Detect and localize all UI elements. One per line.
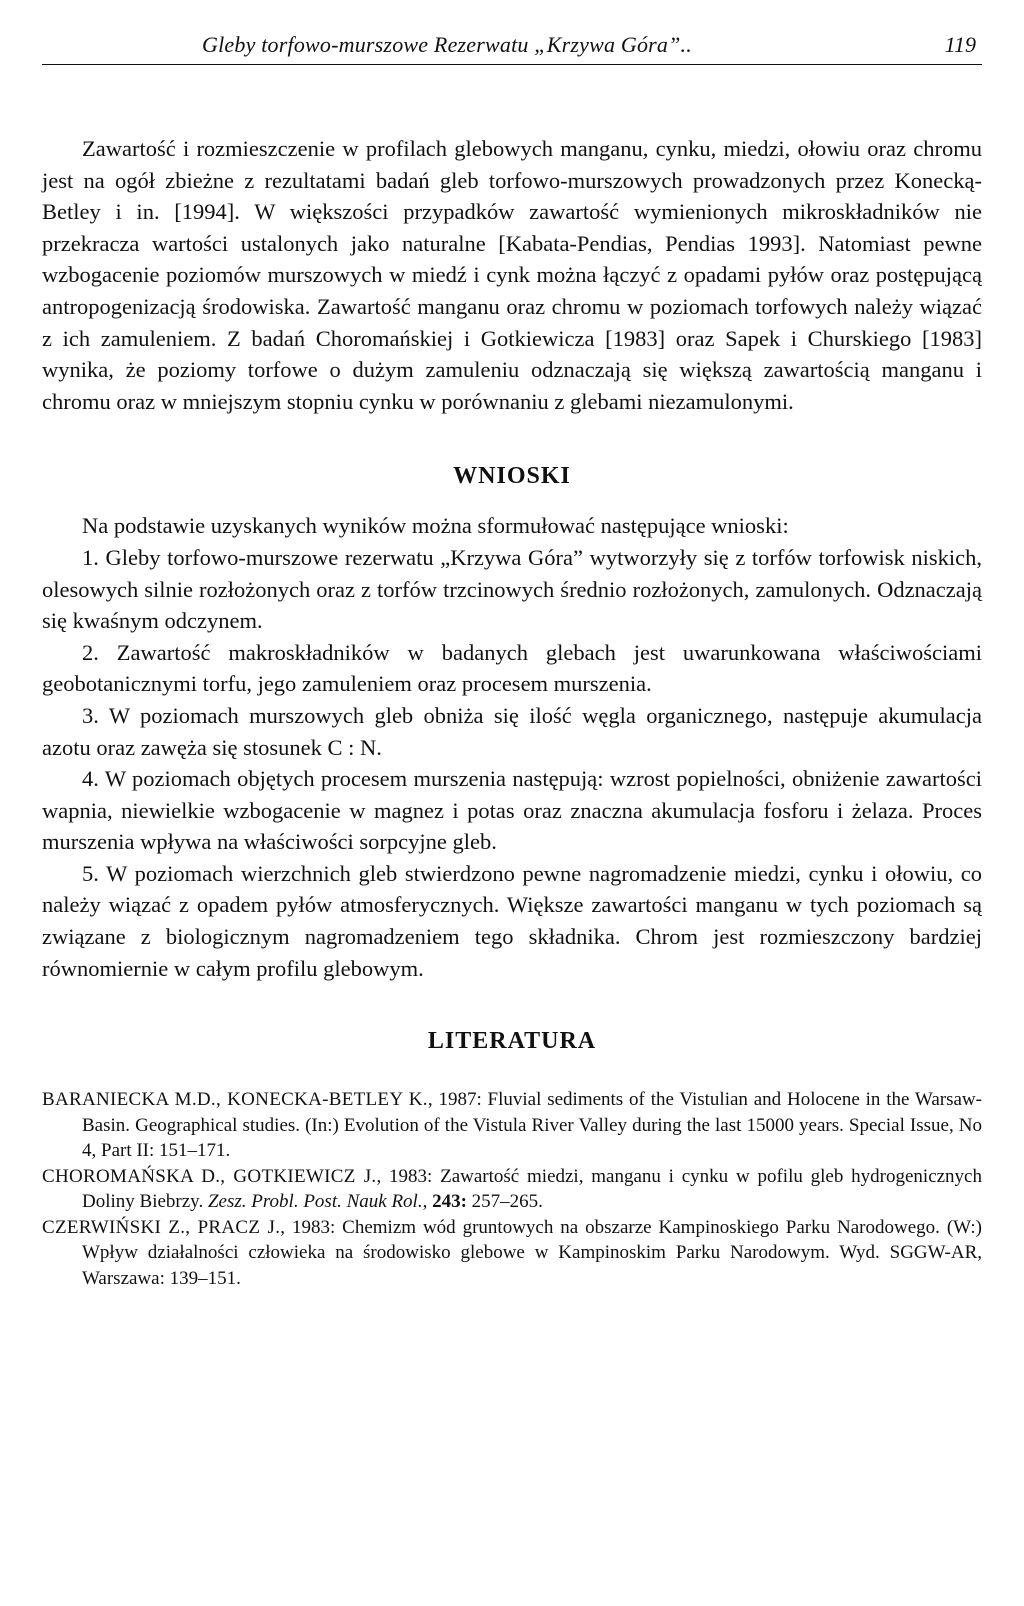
running-header (42, 28, 982, 65)
reference-item (42, 1164, 982, 1215)
body-paragraph: Zawartość i rozmieszczenie w profilach glebowych manganu, cynku, miedzi, ołowiu oraz chromu jest na ogół zbieżne z rezultatami badań gleb torfowo-murszowych prowadzonych przez Konecką-Betley i in. [1994]. W większości przypadków zawartość wymienionych mikroskładników nie przekracza wartości ustalonych jako naturalne [Kabata-Pendias, Pendias 1993]. Natomiast pewne wzbogacenie poziomów murszowych w miedź i cynk można łączyć z opadami pyłów oraz postępującą antropogenizacją środowiska. Zawartość manganu oraz chromu w poziomach torfowych należy wiązać z ich zamuleniem. Z badań Choromańskiej i Gotkiewicza [1983] oraz Sapek i Churskiego [1983] wynika, że poziomy torfowe o dużym zamuleniu odznaczają się większą zawartością manganu i chromu oraz w mniejszym stopniu cynku w porównaniu z glebami niezamulonymi. (42, 136, 982, 414)
reference-authors: BARANIECKA M.D., KONECKA-BETLEY K. (42, 1089, 428, 1111)
reference-authors: CHOROMAŃSKA D., GOTKIEWICZ J. (42, 1165, 377, 1187)
conclusion-item: 4. W poziomach objętych procesem murszenia następują: wzrost popielności, obniżenie zawartości wapnia, niewielkie wzbogacenie w magnez i potas oraz znaczna akumulacja fosforu i żelaza. Proces murszenia wpływa na właściwości sorpcyjne gleb. (42, 766, 982, 855)
reference-separator: , (422, 1191, 433, 1213)
conclusions-list (42, 510, 982, 984)
reference-pages: 257–265. (466, 1191, 543, 1213)
reference-text: , 1983: Chemizm wód gruntowych na obszarze Kampinoskiego Parku Narodowego. (W:) Wpływ działalności człowieka na środowisko glebowe w Kampinoskim Parku Narodowym. Wyd. SGGW-AR, Warszawa: 139–151. (82, 1216, 983, 1289)
reference-item (42, 1087, 982, 1164)
page-number: 119 (944, 32, 976, 57)
running-title: Gleby torfowo-murszowe Rezerwatu „Krzywa Góra”.. (202, 32, 692, 57)
reference-journal: Zesz. Probl. Post. Nauk Rol. (207, 1191, 423, 1213)
reference-volume: 243: (432, 1191, 467, 1213)
reference-authors: CZERWIŃSKI Z., PRACZ J. (42, 1216, 281, 1238)
reference-text: , 1987: Fluvial sediments of the Vistulian and Holocene in the Warsaw-Basin. Geographical studies. (In:) Evolution of the Vistula River Valley during the last 15000 years. Special Issue, No 4, Part II: 151–171. (82, 1089, 982, 1162)
conclusion-item: 2. Zawartość makroskładników w badanych glebach jest uwarunkowana właściwościami geobotanicznymi torfu, jego zamuleniem oraz procesem murszenia. (42, 639, 982, 697)
conclusions-heading: WNIOSKI (453, 463, 571, 490)
conclusion-item: 3. W poziomach murszowych gleb obniża się ilość węgla organicznego, następuje akumulacja azotu oraz zawęża się stosunek C : N. (42, 702, 982, 760)
reference-text: , 1983: Zawartość miedzi, manganu i cynku w pofilu gleb hydrogenicznych Doliny Biebrzy. (82, 1165, 982, 1213)
conclusion-item: 5. W poziomach wierzchnich gleb stwierdzono pewne nagromadzenie miedzi, cynku i ołowiu, co należy wiązać z opadem pyłów atmosferycznych. Większe zawartości manganu w tych poziomach są związane z biologicznym nagromadzeniem tego składnika. Chrom jest rozmieszczony bardziej równomiernie w całym profilu glebowym. (42, 860, 982, 981)
reference-item (42, 1215, 982, 1292)
references-heading: LITERATURA (427, 1028, 597, 1055)
conclusions-intro: Na podstawie uzyskanych wyników można sformułować następujące wnioski: (82, 513, 789, 539)
conclusion-item: 1. Gleby torfowo-murszowe rezerwatu „Krzywa Góra” wytworzyły się z torfów torfowisk niskich, olesowych silnie rozłożonych oraz z torfów trzcinowych średnio rozłożonych, zamulonych. Odznaczają się kwaśnym odczynem. (42, 544, 982, 634)
references-list (42, 1087, 982, 1291)
